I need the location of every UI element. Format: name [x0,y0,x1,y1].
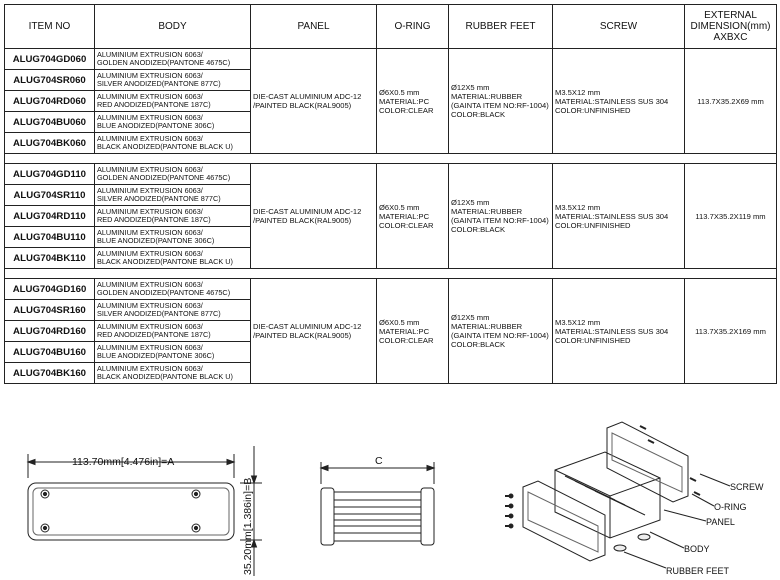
body-finish: SILVER ANODIZED(PANTONE 877C) [97,194,221,203]
rubber-feet-cell: Ø12X5 mm MATERIAL:RUBBER (GAINTA ITEM NO:RF-1004) COLOR:BLACK [449,164,553,269]
item-no-cell: ALUG704GD160 [5,279,95,300]
label-panel: PANEL [706,517,735,527]
rubber-feet-cell: Ø12X5 mm MATERIAL:RUBBER (GAINTA ITEM NO:RF-1004) COLOR:BLACK [449,49,553,154]
dimension-cell: 113.7X35.2X69 mm [685,49,777,154]
item-no-cell: ALUG704BU060 [5,112,95,133]
body-material: ALUMINIUM EXTRUSION 6063/ [97,321,203,331]
screw-cell: M3.5X12 mm MATERIAL:STAINLESS SUS 304 COLOR:UNFINISHED [553,279,685,384]
body-material: ALUMINIUM EXTRUSION 6063/ [97,279,203,289]
body-material: ALUMINIUM EXTRUSION 6063/ [97,49,203,59]
header-rubber-feet: RUBBER FEET [449,5,553,49]
body-finish: BLACK ANODIZED(PANTONE BLACK U) [97,257,233,266]
body-material: ALUMINIUM EXTRUSION 6063/ [97,70,203,80]
dim-c-label: C [375,455,383,467]
body-material: ALUMINIUM EXTRUSION 6063/ [97,342,203,352]
item-no-cell: ALUG704BU160 [5,342,95,363]
item-no-cell: ALUG704BK160 [5,363,95,384]
rubber-feet-cell: Ø12X5 mm MATERIAL:RUBBER (GAINTA ITEM NO:RF-1004) COLOR:BLACK [449,279,553,384]
label-screw: SCREW [730,482,764,492]
oring-cell: Ø6X0.5 mm MATERIAL:PC COLOR:CLEAR [377,164,449,269]
body-finish: SILVER ANODIZED(PANTONE 877C) [97,79,221,88]
label-body: BODY [684,544,710,554]
oring-cell: Ø6X0.5 mm MATERIAL:PC COLOR:CLEAR [377,49,449,154]
body-finish: RED ANODIZED(PANTONE 187C) [97,100,211,109]
header-body: BODY [95,5,251,49]
screw-cell: M3.5X12 mm MATERIAL:STAINLESS SUS 304 COLOR:UNFINISHED [553,164,685,269]
body-finish: GOLDEN ANODIZED(PANTONE 4675C) [97,58,231,67]
header-panel: PANEL [251,5,377,49]
body-finish: SILVER ANODIZED(PANTONE 877C) [97,309,221,318]
header-oring: O-RING [377,5,449,49]
item-no-cell: ALUG704SR160 [5,300,95,321]
item-no-cell: ALUG704GD060 [5,49,95,70]
side-panel-right [421,488,434,545]
item-no-cell: ALUG704SR110 [5,185,95,206]
header-dimension-line2: DIMENSION(mm) [690,21,771,32]
front-panel-outline [28,483,234,540]
body-material: ALUMINIUM EXTRUSION 6063/ [97,112,203,122]
body-finish: BLUE ANODIZED(PANTONE 306C) [97,351,215,360]
item-no-cell: ALUG704GD110 [5,164,95,185]
dim-b-label: 35.20mm[1.386in]=B [242,477,254,575]
side-body [334,492,421,541]
body-material: ALUMINIUM EXTRUSION 6063/ [97,248,203,258]
body-finish: GOLDEN ANODIZED(PANTONE 4675C) [97,173,231,182]
dim-a-label: 113.70mm[4.476in]=A [72,456,175,468]
screw-icon [505,496,513,526]
body-material: ALUMINIUM EXTRUSION 6063/ [97,227,203,237]
dimension-cell: 113.7X35.2X119 mm [685,164,777,269]
header-dimension-line1: EXTERNAL [704,10,757,21]
panel-cell: DIE-CAST ALUMINIUM ADC-12 /PAINTED BLACK(RAL9005) [251,49,377,154]
item-no-cell: ALUG704RD060 [5,91,95,112]
header-screw: SCREW [553,5,685,49]
header-item-no: ITEM NO [5,5,95,49]
label-oring: O-RING [714,502,747,512]
panel-cell: DIE-CAST ALUMINIUM ADC-12 /PAINTED BLACK(RAL9005) [251,279,377,384]
item-no-cell: ALUG704BK060 [5,133,95,154]
body-finish: GOLDEN ANODIZED(PANTONE 4675C) [97,288,231,297]
item-no-cell: ALUG704BU110 [5,227,95,248]
body-finish: BLACK ANODIZED(PANTONE BLACK U) [97,142,233,151]
body-material: ALUMINIUM EXTRUSION 6063/ [97,206,203,216]
item-no-cell: ALUG704BK110 [5,248,95,269]
item-no-cell: ALUG704RD160 [5,321,95,342]
body-finish: BLUE ANODIZED(PANTONE 306C) [97,121,215,130]
dimension-cell: 113.7X35.2X169 mm [685,279,777,384]
body-finish: BLACK ANODIZED(PANTONE BLACK U) [97,372,233,381]
body-finish: RED ANODIZED(PANTONE 187C) [97,215,211,224]
body-material: ALUMINIUM EXTRUSION 6063/ [97,300,203,310]
panel-cell: DIE-CAST ALUMINIUM ADC-12 /PAINTED BLACK(RAL9005) [251,164,377,269]
body-finish: BLUE ANODIZED(PANTONE 306C) [97,236,215,245]
body-material: ALUMINIUM EXTRUSION 6063/ [97,185,203,195]
side-panel-left [321,488,334,545]
side-view [321,462,434,545]
item-no-cell: ALUG704SR060 [5,70,95,91]
label-rubber-feet: RUBBER FEET [666,566,730,576]
header-dimension-line3: AXBXC [713,32,748,43]
body-material: ALUMINIUM EXTRUSION 6063/ [97,363,203,373]
screw-cell: M3.5X12 mm MATERIAL:STAINLESS SUS 304 COLOR:UNFINISHED [553,49,685,154]
rubber-foot-icon [614,545,626,551]
rubber-foot-icon [638,534,650,540]
exploded-front-panel [523,481,605,561]
body-material: ALUMINIUM EXTRUSION 6063/ [97,91,203,101]
body-material: ALUMINIUM EXTRUSION 6063/ [97,164,203,174]
body-material: ALUMINIUM EXTRUSION 6063/ [97,133,203,143]
body-finish: RED ANODIZED(PANTONE 187C) [97,330,211,339]
item-no-cell: ALUG704RD110 [5,206,95,227]
oring-cell: Ø6X0.5 mm MATERIAL:PC COLOR:CLEAR [377,279,449,384]
exploded-back-panel [607,422,688,502]
